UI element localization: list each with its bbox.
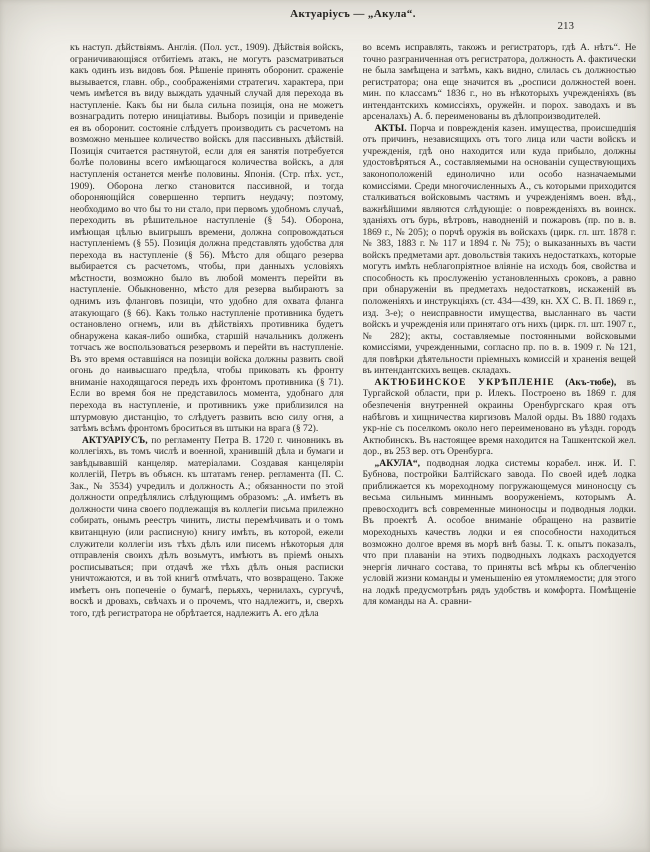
- paragraph-aktuarius-continuation: во всемъ исправлять, такожъ и регистраторъ, гдѣ А. нѣтъ“. Не точно разграниченная отъ регистратора, должность А. фактически не была замѣщена и затѣмъ, какъ видно, слилась съ должностью регистратора; она еще значится въ „росписи должностей воен. мин. по классамъ“ 1836 г., но въ нѣкоторыхъ учрежденіяхъ (въ интендантскихъ комиссіяхъ, оружейн. и порох. заводахъ и въ арсеналахъ) А. б. переименованы въ дѣлопроизводителей.: [362, 42, 636, 123]
- entry-text-aktuarius: по регламенту Петра В. 1720 г. чиновникъ въ коллегіяхъ, въ томъ числѣ и военной, хранившій дѣла и бумаги и завѣдывавшій канцеляр. матеріалами. Создавая канцеляріи коллегій, Петръ въ объясн. къ штатамъ генер. регламента (П. С. Зак., № 3534) учредилъ и должность А.; обязанности по этой должности опредѣлялись слѣдующимъ образомъ: „А. имѣетъ въ должности чина своего подлежащія въ коллегіи письма прилежно собирать, онымъ реестръ чинить, листы перемѣчивать и о томъ квитанцную (или расписную) книгу имѣть, въ которой, ежели служители коллегіи изъ тѣхъ дѣлъ или писемъ нѣкоторыя для отправленія своихъ дѣлъ возьмутъ, имѣютъ въ пріемѣ оныхъ росписываться; при отдачѣ же тѣхъ дѣлъ оныя расписки уничтожаются, и въ той книгѣ отмѣчать, что возвращено. Также имѣетъ онъ попеченіе о бумагѣ, перьяхъ, чернилахъ, сургучѣ, воскѣ и дровахъ, свѣчахъ и о прочемъ, что надлежитъ, и, сверхъ того, гдѣ регистратора не обрѣтается, надлежитъ А. его дѣла: [70, 434, 344, 619]
- entry-text-akty: Порча и поврежденія казен. имущества, происшедшія отъ причинъ, независящихъ отъ того лица или части войскъ и учрежденія, гдѣ оно находится или куда прибыло, должны удостовѣряться А., составляемыми на основаніи существующихъ законоположеній единолично или особо назначаемыми комиссіями. Среди многочисленныхъ А., съ которыми приходится сталкиваться войсковымъ частямъ и учрежденіямъ воен. вѣд., важнѣйшими являются слѣдующіе: о поврежденіяхъ въ воинск. зданіяхъ отъ бурь, вѣтровъ, наводненій и пожаровъ (пр. по в. в. 1869 г., № 205); о порчѣ оружія въ войскахъ (цирк. гл. шт. 1878 г. № 383, 1883 г. № 117 и 1894 г. № 75); о выказанныхъ въ части войскъ предметами арт. довольствія такихъ недостаткахъ, которые могутъ имѣть неблагопріятное вліяніе на исходъ боя, свойства и способность къ прослуженію установленныхъ сроковъ, а равно при обнаруженіи въ предметахъ недостатковъ, искаженій въ положеніяхъ и инструкціяхъ (ст. 434—439, кн. XX С. В. П. 1869 г., изд. 3-е); о неисправности имущества, высланнаго въ части войскъ и учрежденія или принятаго отъ нихъ (цирк. гл. шт. 1907 г., № 282); акты, составляемые постоянными войсковыми комиссіями, учрежденными, согласно пр. по в. в. 1909 г. № 121, для повѣрки дѣятельности пріемныхъ комиссій и храненія вещей въ интендантскихъ вещев. складахъ.: [362, 122, 636, 377]
- entry-headword-akula: „АКУЛА“,: [374, 457, 421, 469]
- entry-headword-aktyubinsk: АКТЮБИНСКОЕ УКРѢПЛЕНІЕ: [374, 376, 555, 388]
- right-column: [363, 42, 637, 844]
- entry-aktyubinsk: [363, 377, 637, 458]
- running-title: Актуаріусъ — „Акула“.: [290, 8, 416, 20]
- entry-aktuarius: [70, 435, 344, 620]
- text-content: [70, 42, 636, 844]
- entry-text-akula: подводная лодка системы корабел. инж. И. Г. Бубнова, постройки Балтійскаго завода. По своей идеѣ лодка приближается къ мореходному погружающемуся миноносцу съ весьма сильнымъ миннымъ вооруженіемъ, которымъ А. превосходитъ всѣ современные миноносцы и подводныя лодки. Въ проектѣ А. особое вниманіе обращено на развитіе мореходныхъ качествъ лодки и ея способности находиться возможно долгое время въ морѣ внѣ базы. Т. к. опытъ показалъ, что при плаваніи на этихъ подводныхъ лодкахъ расходуется энергія личнаго состава, то приняты всѣ мѣры къ облегченію условій жизни команды и уменьшенію ея утомляемости; для этого на лодкѣ предусмотрѣнъ рядъ удобствъ и комфорта. Помѣщеніе для команды на А. сравни-: [362, 457, 636, 608]
- entry-subhead-aktyubinsk: (Акъ-тюбе),: [554, 376, 617, 388]
- page-header: [70, 8, 636, 34]
- entry-text-aktyubinsk: въ Тургайской области, при р. Илекъ. Построено въ 1869 г. для обезпеченія внутренней окраины Оренбургскаго края отъ набѣговъ и хищничества киргизовъ Малой орды. Въ 1880 годахъ укр-ніе съ поселкомъ около него переименовано въ уѣздн. городъ Актюбинскъ. Въ настоящее время находится на Ташкентской жел. дор., въ 253 вер. отъ Оренбурга.: [362, 376, 636, 458]
- page-number: 213: [557, 20, 574, 32]
- left-column: [70, 42, 344, 844]
- entry-headword-aktuarius: АКТУАРІУСЪ,: [82, 434, 148, 446]
- entry-akty: [363, 123, 637, 377]
- paragraph-defense-continuation: къ наступ. дѣйствіямъ. Англія. (Пол. уст., 1909). Дѣйствія войскъ, ограничивающіяся отбитіемъ атакъ, не могутъ разсматриваться какъ одинъ изъ видовъ боя. Рѣшеніе принять оборонит. сраженіе вызывается, главн. обр., соображеніями стратегич. характера, при чемъ имѣется въ виду выждать удачный случай для перехода въ наступленіе. Какъ бы ни была сильна позиція, она не можетъ вознаградить потерю иниціативы. Выборъ позиціи и приведеніе ея въ оборонит. состояніе слѣдуетъ производить съ расчетомъ на возможно меньшее количество войскъ для пассивныхъ дѣйствій. Позиція считается растянутой, если для ея занятія потребуется болѣе половины всего имѣющагося количества войскъ, а для наступленія останется менѣе половины. Японія. (Стр. пѣх. уст., 1909). Оборона легко становится пассивной, и тогда обороняющійся совершенно терпитъ неудачу; поэтому, необходимо во что бы то ни стало, при первомъ удобномъ случаѣ, переходить въ рѣшительное наступленіе (§ 54). Оборона, имѣющая цѣлью выигрышъ времени, должна сопровождаться наступленіемъ (§ 55). Позиція должна представлять удобства для перехода въ наступленіе (§ 56). Мѣсто для общаго резерва выбирается съ расчетомъ, чтобы, при данныхъ условіяхъ мѣстности, возможно было въ любой моментъ перейти въ наступленіе. Обыкновенно, мѣсто для резерва выбираютъ за однимъ изъ фланговъ позиціи, что удобно для охвата фланга атакующаго (§ 66). Какъ только наступленіе противника будетъ остановлено огнемъ, или въ дѣйствіяхъ противника будетъ обнаружена какая-либо ошибка, старшій начальникъ долженъ тотчасъ же воспользоваться резервомъ и перейти въ наступленіе. Въ это время оставшіяся на позиціи войска должны развить свой огонь до наивысшаго предѣла, чтобы приковать къ фронту вниманіе находящагося передъ ихъ фронтомъ противника (§ 71). Если во время боя не представилось момента, удобнаго для перехода въ наступленіе, и противникъ уже приблизился на штурмовую дистанцію, то слѣдуетъ развить всю силу огня, а затѣмъ всѣмъ фронтомъ броситься въ штыки на врага (§ 72).: [70, 42, 344, 435]
- entry-headword-akty: АКТЫ.: [374, 122, 407, 134]
- entry-akula: [363, 458, 637, 608]
